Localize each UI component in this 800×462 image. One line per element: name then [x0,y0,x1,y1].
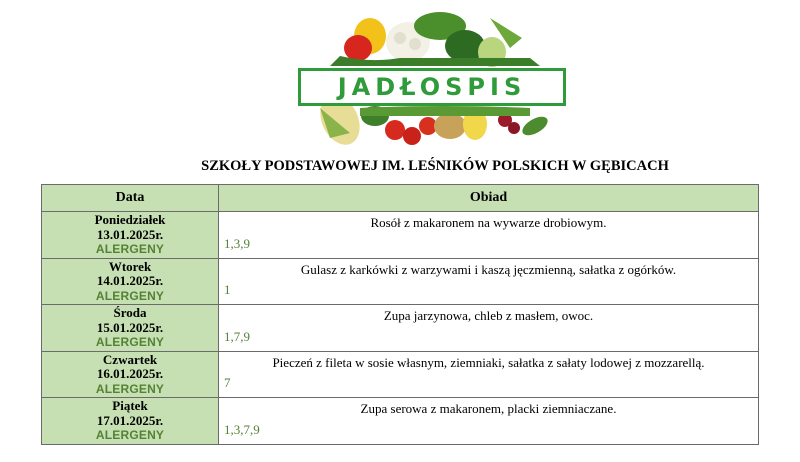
menu-banner [298,68,566,106]
dish-text: Zupa jarzynowa, chleb z masłem, owoc. [383,308,594,324]
allergen-codes: 1,3,7,9 [224,421,260,437]
allergen-codes: 1,3,9 [224,235,250,251]
day-date: 14.01.2025r. [96,273,164,289]
day-date: 16.01.2025r. [96,366,164,382]
allergen-label: ALERGENY [95,242,165,257]
day-cell [42,351,219,398]
day-name: Piątek [112,398,148,414]
day-date: 13.01.2025r. [96,226,164,242]
allergen-label: ALERGENY [95,381,165,396]
meal-cell [219,305,759,352]
table-row [42,305,759,352]
allergen-codes: 1 [224,282,231,298]
allergen-label: ALERGENY [95,288,165,303]
allergen-codes: 1,7,9 [224,328,250,344]
day-name: Czwartek [102,351,158,367]
table-header-row [42,185,759,212]
day-name: Poniedziałek [94,212,166,228]
banner-title: JADŁOSPIS [337,73,527,101]
day-name: Środa [113,305,147,321]
dish-text: Gulasz z karkówki z warzywami i kaszą jęczmienną, sałatka z ogórków. [300,261,677,277]
day-cell [42,212,219,259]
menu-table [41,184,759,445]
table-row [42,398,759,445]
meal-cell [219,351,759,398]
dish-text: Pieczeń z fileta w sosie własnym, ziemniaki, sałatka z sałaty lodowej z mozzarellą. [272,354,705,370]
day-cell [42,305,219,352]
allergen-label: ALERGENY [95,335,165,350]
day-cell [42,398,219,445]
meal-cell [219,398,759,445]
day-date: 15.01.2025r. [96,319,164,335]
column-header-lunch: Obiad [219,185,759,212]
meal-cell [219,258,759,305]
table-row [42,258,759,305]
day-date: 17.01.2025r. [96,412,164,428]
table-row [42,212,759,259]
dish-text: Rosół z makaronem na wywarze drobiowym. [370,215,607,230]
day-name: Wtorek [108,258,152,274]
column-header-date: Data [42,185,219,212]
allergen-codes: 7 [224,375,231,391]
meal-cell [219,212,759,259]
allergen-label: ALERGENY [95,428,165,443]
day-cell [42,258,219,305]
school-title: SZKOŁY PODSTAWOWEJ IM. LEŚNIKÓW POLSKICH W GĘBICACH [201,158,669,174]
table-row [42,351,759,398]
dish-text: Zupa serowa z makaronem, placki ziemniaczane. [360,401,617,417]
